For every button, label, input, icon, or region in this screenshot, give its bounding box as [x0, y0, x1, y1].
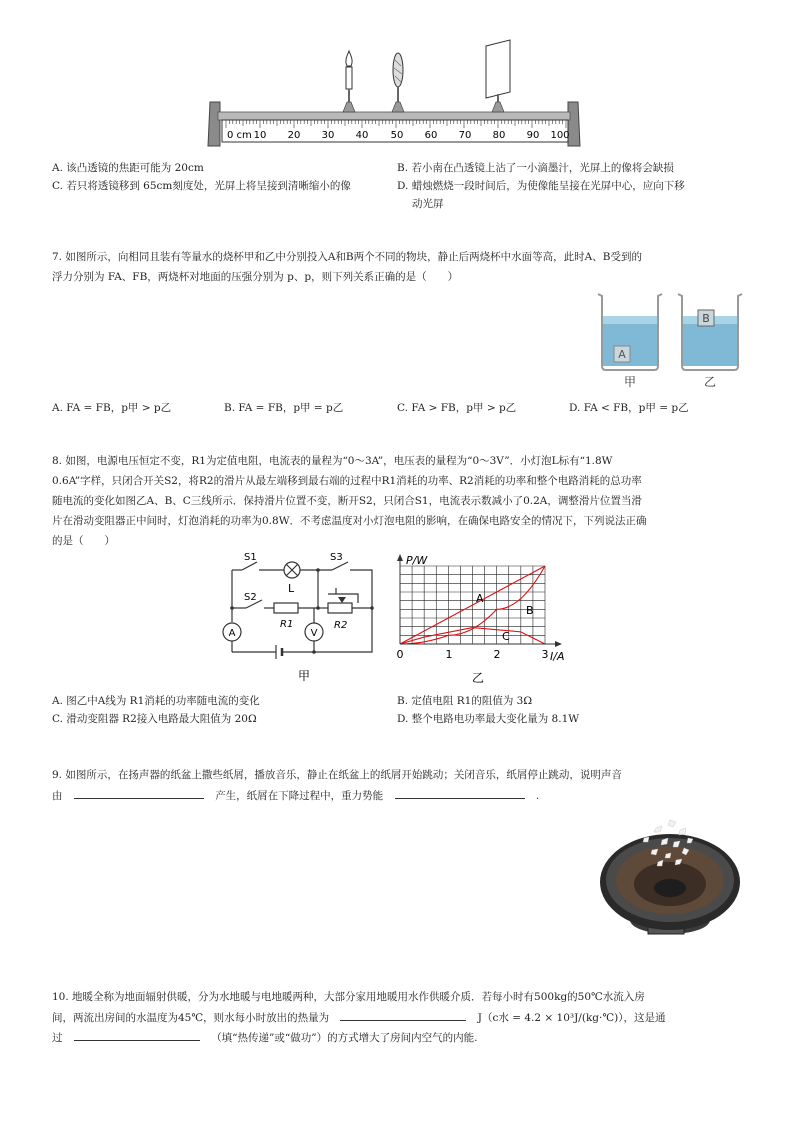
q7-option-c[interactable]: C. FA > FB，p甲 > p乙 [397, 402, 517, 414]
q10-blank-1[interactable] [340, 1008, 466, 1021]
q10-text-b: J（c水 = 4.2 × 10³J/(kg·℃)），这是通 [477, 1012, 666, 1024]
q8-option-d[interactable]: D. 整个电路电功率最大变化量为 8.1W [397, 713, 580, 725]
ammeter-label: A [228, 628, 236, 639]
voltmeter-label: V [310, 628, 318, 639]
q7-option-b[interactable]: B. FA = FB，p甲 = p乙 [224, 402, 344, 414]
beaker-yi-caption: 乙 [703, 375, 717, 389]
tick-label: 50 [390, 130, 404, 141]
beakers-figure [592, 290, 752, 390]
tick-label: 10 [253, 130, 267, 141]
q8-option-a[interactable]: A. 图乙中A线为 R1消耗的功率随电流的变化 [52, 695, 260, 707]
left-support [208, 102, 220, 146]
tick-label: 30 [321, 130, 335, 141]
x-tick-2: 2 [493, 648, 501, 661]
convex-lens [392, 53, 404, 112]
q8-stem-line1: 8. 如图，电源电压恒定不变，R1为定值电阻，电流表的量程为“0～3A”，电压表的量程为“0～3V”．小灯泡L标有“1.8W [52, 455, 613, 467]
q8-stem-line4: 片在滑动变阻器正中间时，灯泡消耗的功率为0.8W．不考虑温度对小灯泡电阻的影响，在确保电路安全的情况下，下列说法正确 [52, 515, 647, 527]
q7-stem-line1: 7. 如图所示，向相同且装有等量水的烧杯甲和乙中分别投入A和B两个不同的物块，静止后两烧杯中水面等高，此时A、B受到的 [52, 251, 642, 263]
q6-option-c[interactable]: C. 若只将透镜移到 65cm刻度处，光屏上将呈接到清晰缩小的像 [52, 180, 351, 192]
tick-label: 70 [458, 130, 472, 141]
q6-option-d-cont: 动光屏 [412, 198, 444, 210]
q8-stem-line5: 的是（ ） [52, 535, 115, 547]
tick-label: 80 [492, 130, 506, 141]
circuit-caption: 甲 [297, 669, 311, 683]
series-label-b: B [526, 604, 534, 617]
resistor-r2-label: R2 [334, 620, 348, 631]
q8-stem-line2: 0.6A”字样，只闭合开关S2，将R2的滑片从最左端移到最右端的过程中R1消耗的功率、R2消耗的功率和整个电路消耗的总功率 [52, 475, 642, 487]
y-axis-label: P/W [406, 554, 428, 567]
x-tick-1: 1 [445, 648, 453, 661]
q10-stem-line2 [52, 1008, 742, 1028]
q9-text-a: 由 [52, 790, 63, 802]
candle [343, 51, 355, 112]
tick-label: 20 [287, 130, 301, 141]
q7-option-a[interactable]: A. FA = FB，p甲 > p乙 [52, 402, 172, 414]
q9-text-c: . [535, 790, 540, 802]
q8-option-b[interactable]: B. 定值电阻 R1的阻值为 3Ω [397, 695, 533, 707]
lamp-label: L [288, 582, 295, 595]
block-b-label: B [702, 312, 710, 325]
tick-label: 60 [424, 130, 438, 141]
switch-s2-label: S2 [244, 592, 257, 603]
tick-label: 40 [355, 130, 369, 141]
optical-bench-figure [200, 36, 590, 158]
speaker-image [596, 808, 742, 944]
q7-stem-line2: 浮力分别为 FA、FB，两烧杯对地面的压强分别为 p、p，则下列关系正确的是（ ） [52, 271, 459, 283]
chart-caption: 乙 [471, 671, 485, 685]
bench-rail [218, 112, 570, 120]
beaker-jia [598, 294, 662, 389]
x-axis-label: I/A [550, 650, 565, 663]
q10-stem-line1: 10. 地暖全称为地面辐射供暖，分为水地暖与电地暖两种，大部分家用地暖用水作供暖介质．若每小时有500kg的50℃水流入房 [52, 991, 645, 1003]
x-tick-3: 3 [541, 648, 549, 661]
q9-stem-line2 [52, 786, 742, 806]
q10-blank-2[interactable] [74, 1028, 200, 1041]
q8-option-c[interactable]: C. 滑动变阻器 R2接入电路最大阻值为 20Ω [52, 713, 257, 725]
tick-label: 90 [526, 130, 540, 141]
series-label-a: A [476, 592, 484, 605]
q10-text-a: 间，两流出房间的水温度为45℃，则水每小时放出的热量为 [52, 1012, 330, 1024]
q9-blank-2[interactable] [395, 786, 525, 799]
q6-option-d[interactable]: D. 蜡烛燃烧一段时间后，为使像能呈接在光屏中心，应向下移 [397, 180, 685, 192]
series-label-c: C [502, 630, 510, 643]
tick-label: 0 cm [227, 130, 252, 141]
q8-stem-line3: 随电流的变化如图乙A、B、C三线所示．保持滑片位置不变，断开S2，只闭合S1，电流表示数减小了0.2A，调整滑片位置当滑 [52, 495, 642, 507]
x-tick-0: 0 [396, 648, 404, 661]
q7-option-d[interactable]: D. FA < FB，p甲 = p乙 [569, 402, 689, 414]
beaker-jia-caption: 甲 [623, 375, 637, 389]
beaker-yi [678, 294, 742, 389]
q6-option-b[interactable]: B. 若小南在凸透镜上沾了一小滴墨汁，光屏上的像将会缺损 [397, 162, 674, 174]
q10-stem-line3 [52, 1028, 742, 1048]
right-support [568, 102, 580, 146]
circuit-diagram [212, 548, 384, 686]
block-a-label: A [618, 348, 626, 361]
tick-label: 100 [550, 130, 570, 141]
power-current-chart [390, 548, 576, 686]
switch-s1-label: S1 [244, 552, 257, 563]
resistor-r1-label: R1 [280, 619, 294, 630]
switch-s3-label: S3 [330, 552, 343, 563]
q9-stem-line1: 9. 如图所示，在扬声器的纸盆上撒些纸屑，播放音乐，静止在纸盆上的纸屑开始跳动；关闭音乐，纸屑停止跳动，说明声音 [52, 769, 622, 781]
q9-blank-1[interactable] [74, 786, 204, 799]
q10-text-c: 过 [52, 1032, 63, 1044]
q9-text-b: 产生，纸屑在下降过程中，重力势能 [215, 790, 384, 802]
light-screen [486, 40, 510, 112]
q6-option-a[interactable]: A. 该凸透镜的焦距可能为 20cm [52, 162, 204, 174]
q10-text-d: （填“热传递”或“做功”）的方式增大了房间内空气的内能. [211, 1032, 478, 1044]
